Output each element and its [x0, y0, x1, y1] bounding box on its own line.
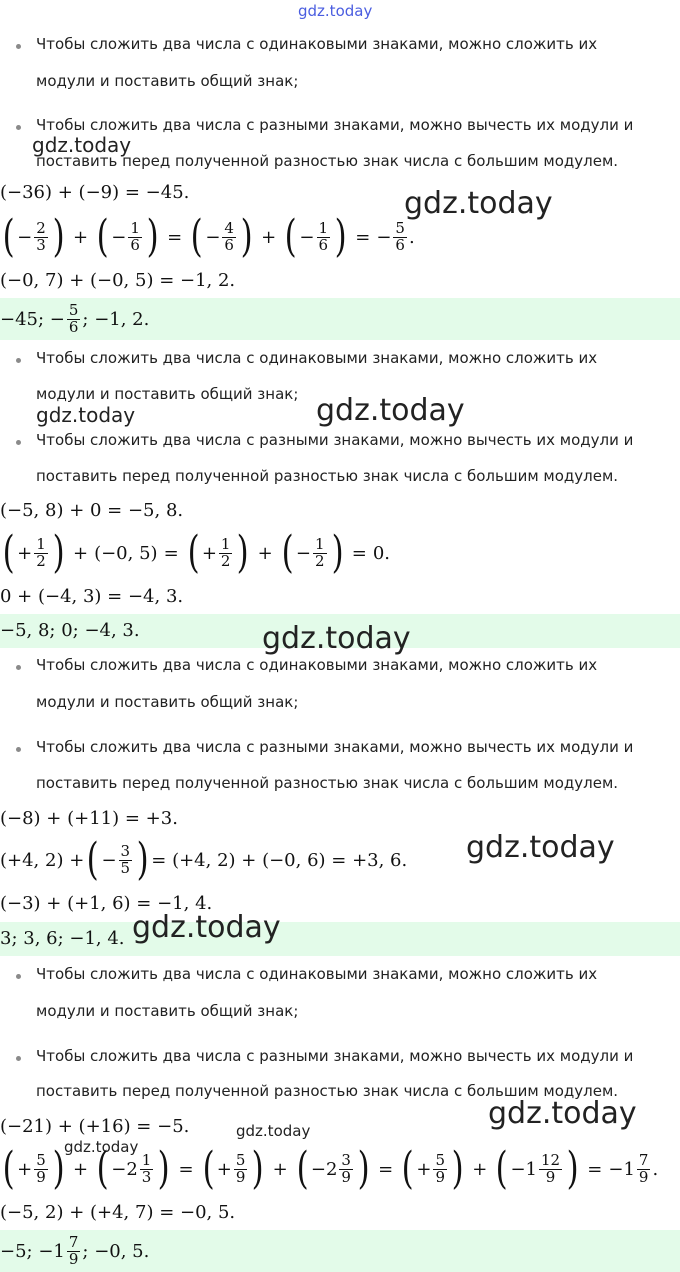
watermark: gdz.today	[236, 1122, 311, 1140]
answer-text: −45; − $\frac{5}{6}$ ; −1, 2.	[0, 300, 150, 336]
watermark: gdz.today	[36, 403, 136, 427]
equation-fractions: (+4, 2) + ( − $\frac{3}{5}$ ) = (+4, 2) + (−0, 6) = +3, 6.	[0, 834, 408, 885]
equation-fractions: ( − $\frac{2}{3}$ ) + ( − $\frac{1}{6}$ ) = ( − $\frac{4}{6}$ ) + ( − $\frac{1}{6}$ ) = − $\frac{5}{6}$ .	[2, 211, 415, 262]
rule-diff-sign-cont: поставить перед полученной разностью знак числа с большим модулем.	[36, 152, 619, 170]
rule-diff-sign-cont: поставить перед полученной разностью знак числа с большим модулем.	[36, 774, 619, 792]
watermark: gdz.today	[32, 133, 132, 157]
equation-fractions: ( + $\frac{5}{9}$ ) + ( −2 $\frac{1}{3}$ ) = ( + $\frac{5}{9}$ ) + ( −2 $\frac{3}{9}$ ) = ( + $\frac{5}{9}$ ) + ( −1 $\frac{12}{9}$ ) = −1 $\frac{7}{9}$ .	[2, 1143, 659, 1194]
watermark-top: gdz.today	[298, 2, 373, 20]
bullet-icon	[16, 125, 21, 130]
rule-same-sign: Чтобы сложить два числа с одинаковыми знаками, можно сложить их	[36, 965, 598, 983]
rule-diff-sign: Чтобы сложить два числа с разными знаками, можно вычесть их модули и	[36, 738, 634, 756]
equation-fractions: ( + $\frac{1}{2}$ ) + (−0, 5) = ( + $\frac{1}{2}$ ) + ( − $\frac{1}{2}$ ) = 0.	[2, 527, 390, 578]
watermark: gdz.today	[64, 1138, 139, 1156]
equation: (−0, 7) + (−0, 5) = −1, 2.	[0, 270, 236, 291]
rule-same-sign-cont: модули и поставить общий знак;	[36, 1002, 299, 1020]
watermark: gdz.today	[132, 910, 281, 945]
rule-diff-sign: Чтобы сложить два числа с разными знаками, можно вычесть их модули и	[36, 431, 634, 449]
equation: (−8) + (+11) = +3.	[0, 808, 178, 829]
rule-same-sign: Чтобы сложить два числа с одинаковыми знаками, можно сложить их	[36, 35, 598, 53]
bullet-icon	[16, 665, 21, 670]
bullet-icon	[16, 440, 21, 445]
bullet-icon	[16, 358, 21, 363]
bullet-icon	[16, 747, 21, 752]
watermark: gdz.today	[262, 621, 411, 656]
answer-text: −5; −1 $\frac{7}{9}$ ; −0, 5.	[0, 1232, 150, 1268]
rule-same-sign-cont: модули и поставить общий знак;	[36, 693, 299, 711]
rule-same-sign-cont: модули и поставить общий знак;	[36, 385, 299, 403]
equation: (−5, 8) + 0 = −5, 8.	[0, 500, 184, 521]
answer-text: 3; 3, 6; −1, 4.	[0, 928, 125, 949]
rule-same-sign: Чтобы сложить два числа с одинаковыми знаками, можно сложить их	[36, 349, 598, 367]
equation: 0 + (−4, 3) = −4, 3.	[0, 586, 184, 607]
equation: (−5, 2) + (+4, 7) = −0, 5.	[0, 1202, 236, 1223]
bullet-icon	[16, 1056, 21, 1061]
equation: (−36) + (−9) = −45.	[0, 182, 190, 203]
rule-diff-sign-cont: поставить перед полученной разностью знак числа с большим модулем.	[36, 1082, 619, 1100]
watermark: gdz.today	[404, 186, 553, 221]
watermark: gdz.today	[466, 830, 615, 865]
bullet-icon	[16, 974, 21, 979]
rule-diff-sign-cont: поставить перед полученной разностью знак числа с большим модулем.	[36, 467, 619, 485]
rule-same-sign: Чтобы сложить два числа с одинаковыми знаками, можно сложить их	[36, 656, 598, 674]
rule-diff-sign: Чтобы сложить два числа с разными знаками, можно вычесть их модули и	[36, 116, 634, 134]
watermark: gdz.today	[316, 393, 465, 428]
rule-diff-sign: Чтобы сложить два числа с разными знаками, можно вычесть их модули и	[36, 1047, 634, 1065]
bullet-icon	[16, 44, 21, 49]
rule-same-sign-cont: модули и поставить общий знак;	[36, 72, 299, 90]
answer-text: −5, 8; 0; −4, 3.	[0, 620, 140, 641]
watermark: gdz.today	[488, 1096, 637, 1131]
equation: (−21) + (+16) = −5.	[0, 1116, 190, 1137]
equation: (−3) + (+1, 6) = −1, 4.	[0, 893, 213, 914]
